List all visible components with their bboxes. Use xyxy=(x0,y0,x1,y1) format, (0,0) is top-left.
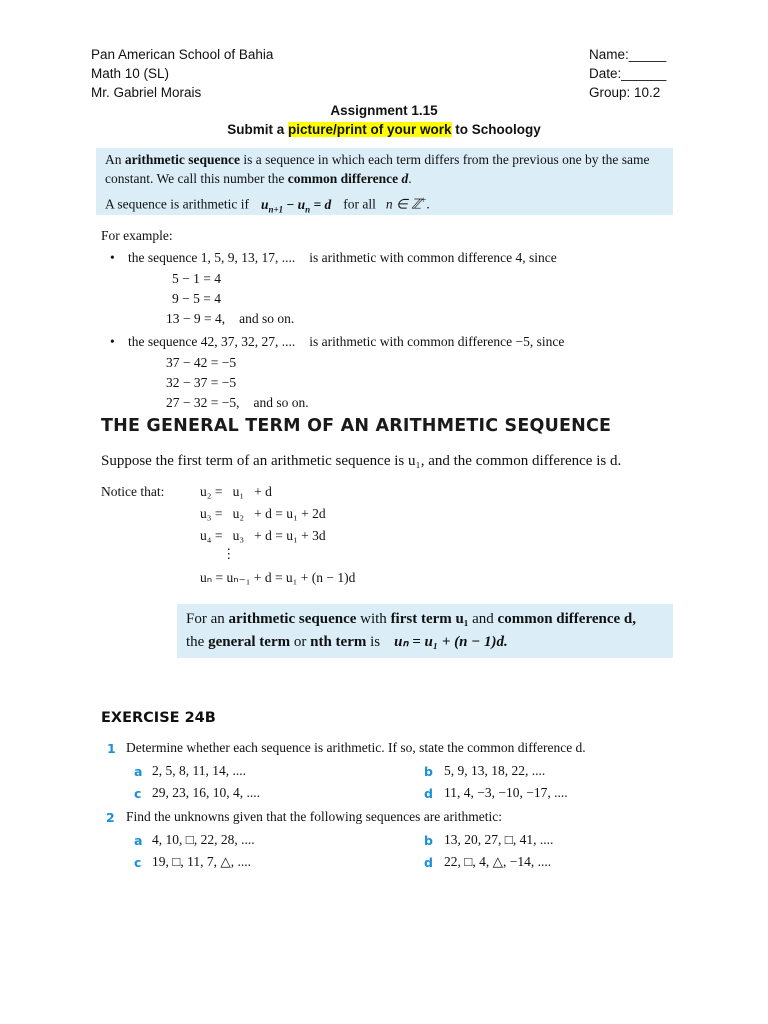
q1-b: 5, 9, 13, 18, 22, .... xyxy=(444,763,546,778)
section-heading: THE GENERAL TERM OF AN ARITHMETIC SEQUENCE xyxy=(101,416,612,436)
q2-c: 19, □, 11, 7, △, .... xyxy=(152,854,252,869)
date-field: Date:______ xyxy=(589,66,667,81)
q2-b-label: b xyxy=(424,833,433,848)
group-field: Group: 10.2 xyxy=(589,85,661,100)
equation-2: u₃ = u₂ + d = u₁ + 2d xyxy=(200,506,326,521)
definition-line-1: An arithmetic sequence is a sequence in which each term differs from the previous one by the same xyxy=(105,152,650,167)
q1-c: 29, 23, 16, 10, 4, .... xyxy=(152,785,260,800)
course-name: Math 10 (SL) xyxy=(91,66,170,81)
q2-b: 13, 20, 27, □, 41, .... xyxy=(444,832,554,847)
submit-instruction: Submit a picture/print of your work to Schoology xyxy=(227,122,541,137)
example-2-line-3: 27 − 32 = −5, and so on. xyxy=(166,395,309,410)
general-formula: uₙ = u₁ + (n − 1)d. xyxy=(394,634,508,650)
example-2-line-1: 37 − 42 = −5 xyxy=(166,355,237,370)
question-1-text: Determine whether each sequence is arithmetic. If so, state the common difference d. xyxy=(126,740,586,755)
vertical-dots: ⋮ xyxy=(222,546,236,561)
question-2-number: 2 xyxy=(106,810,115,825)
assignment-title: Assignment 1.15 xyxy=(330,103,438,118)
q1-c-label: c xyxy=(134,786,142,801)
example-1-line-1: 5 − 1 = 4 xyxy=(172,271,221,286)
teacher-name: Mr. Gabriel Morais xyxy=(91,85,202,100)
example-1-line-2: 9 − 5 = 4 xyxy=(172,291,221,306)
q2-d: 22, □, 4, △, −14, .... xyxy=(444,854,552,869)
general-box-line-2: the general term or nth term is uₙ = u₁ + (n − 1)d. xyxy=(186,634,508,650)
example-1-line-3: 13 − 9 = 4, and so on. xyxy=(166,311,295,326)
q1-d-label: d xyxy=(424,786,433,801)
example-bullet-2: • the sequence 42, 37, 32, 27, .... is arithmetic with common difference −5, since xyxy=(128,334,564,350)
header-left xyxy=(91,45,273,102)
question-2-text: Find the unknowns given that the following sequences are arithmetic: xyxy=(126,809,503,824)
example-2-line-2: 32 − 37 = −5 xyxy=(166,375,237,390)
suppose-text: Suppose the first term of an arithmetic sequence is u₁, and the common difference is d. xyxy=(101,453,622,469)
q2-c-label: c xyxy=(134,855,142,870)
notice-label: Notice that: xyxy=(101,484,165,499)
definition-line-2: constant. We call this number the common difference d. xyxy=(105,171,412,186)
q1-a: 2, 5, 8, 11, 14, .... xyxy=(152,763,246,778)
highlighted-text: picture/print of your work xyxy=(288,122,452,137)
example-intro: For example: xyxy=(101,228,173,243)
general-box-line-1: For an arithmetic sequence with first term u₁ and common difference d, xyxy=(186,611,636,627)
exercise-heading: EXERCISE 24B xyxy=(101,710,216,726)
equation-3: u₄ = u₃ + d = u₁ + 3d xyxy=(200,528,326,543)
name-field: Name:_____ xyxy=(589,47,667,62)
equation-1: u₂ = u₁ + d xyxy=(200,484,272,499)
definition-line-3: A sequence is arithmetic if $u_{n+1} - u_n = d$ for all n ∈ ℤ+. xyxy=(105,195,430,215)
q2-a: 4, 10, □, 22, 28, .... xyxy=(152,832,255,847)
example-bullet-1: • the sequence 1, 5, 9, 13, 17, .... is arithmetic with common difference 4, since xyxy=(128,250,557,266)
q2-a-label: a xyxy=(134,833,143,848)
q1-b-label: b xyxy=(424,764,433,779)
equation-general: uₙ = uₙ₋₁ + d = u₁ + (n − 1)d xyxy=(200,570,356,585)
q1-a-label: a xyxy=(134,764,143,779)
school-name: Pan American School of Bahia xyxy=(91,47,274,62)
q1-d: 11, 4, −3, −10, −17, .... xyxy=(444,785,568,800)
question-1-number: 1 xyxy=(107,741,116,756)
q2-d-label: d xyxy=(424,855,433,870)
header-right xyxy=(589,45,666,102)
